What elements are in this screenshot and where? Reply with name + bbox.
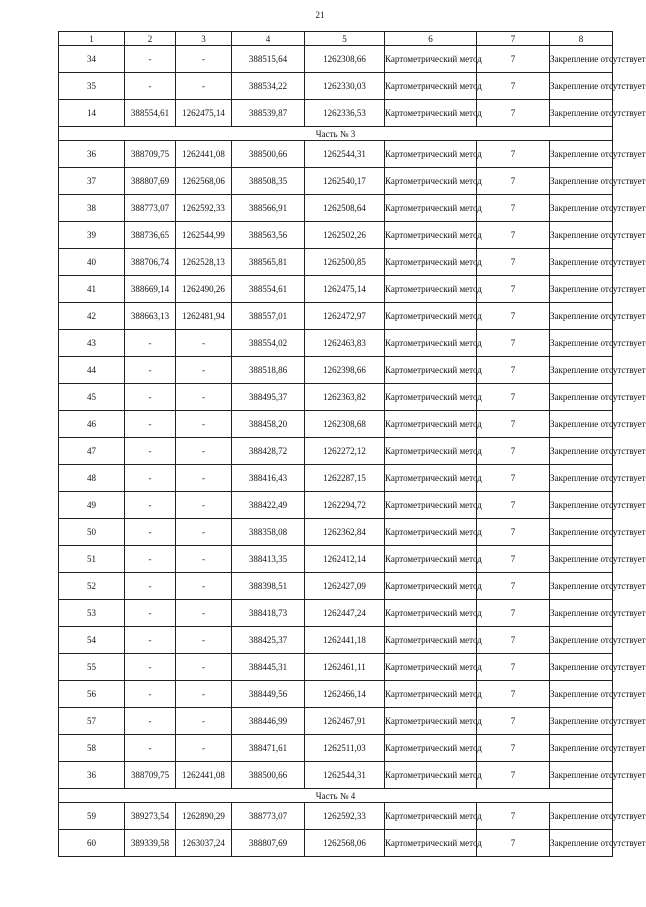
table-cell: - — [125, 681, 176, 708]
table-cell: 50 — [59, 519, 125, 546]
table-cell: Картометрический метод — [385, 762, 477, 789]
table-cell: Закрепление отсутствует — [550, 168, 613, 195]
table-cell: 388398,51 — [232, 573, 305, 600]
table-cell: Картометрический метод — [385, 627, 477, 654]
table-cell: Закрепление отсутствует — [550, 46, 613, 73]
table-row — [59, 100, 613, 127]
table-cell: 388418,73 — [232, 600, 305, 627]
table-cell: 388508,35 — [232, 168, 305, 195]
table-cell: Картометрический метод — [385, 100, 477, 127]
table-row — [59, 46, 613, 73]
table-cell: 388500,66 — [232, 762, 305, 789]
table-cell: - — [176, 654, 232, 681]
table-cell: 1262568,06 — [305, 830, 385, 857]
table-cell: 14 — [59, 100, 125, 127]
table-cell: - — [176, 465, 232, 492]
table-cell: 54 — [59, 627, 125, 654]
table-cell: Картометрический метод — [385, 830, 477, 857]
table-cell: Закрепление отсутствует — [550, 600, 613, 627]
table-cell: Картометрический метод — [385, 600, 477, 627]
table-cell: Закрепление отсутствует — [550, 573, 613, 600]
table-cell: 7 — [477, 708, 550, 735]
coordinates-table — [58, 31, 646, 857]
table-cell: 388416,43 — [232, 465, 305, 492]
table-cell: Закрепление отсутствует — [550, 492, 613, 519]
table-cell: 1262447,24 — [305, 600, 385, 627]
table-cell: - — [125, 627, 176, 654]
table-cell: Картометрический метод — [385, 546, 477, 573]
table-cell: Закрепление отсутствует — [550, 681, 613, 708]
table-cell: Картометрический метод — [385, 384, 477, 411]
table-cell: Закрепление отсутствует — [550, 222, 613, 249]
table-cell: 1262441,18 — [305, 627, 385, 654]
table-row — [59, 73, 613, 100]
table-cell: 1262294,72 — [305, 492, 385, 519]
table-cell: Картометрический метод — [385, 222, 477, 249]
table-cell: Картометрический метод — [385, 492, 477, 519]
table-cell: 7 — [477, 411, 550, 438]
table-cell: - — [125, 465, 176, 492]
table-cell: 1262308,68 — [305, 411, 385, 438]
column-header: 5 — [305, 32, 385, 46]
table-cell: 388554,61 — [125, 100, 176, 127]
table-cell: - — [125, 384, 176, 411]
table-row — [59, 654, 613, 681]
table-row — [59, 222, 613, 249]
table-cell: 7 — [477, 438, 550, 465]
table-cell: 1262336,53 — [305, 100, 385, 127]
table-cell: - — [125, 438, 176, 465]
table-cell: Закрепление отсутствует — [550, 276, 613, 303]
table-cell: 1262272,12 — [305, 438, 385, 465]
table-cell: 388534,22 — [232, 73, 305, 100]
table-cell: 388495,37 — [232, 384, 305, 411]
table-cell: - — [125, 357, 176, 384]
table-row — [59, 249, 613, 276]
table-cell: 7 — [477, 100, 550, 127]
table-cell: Картометрический метод — [385, 141, 477, 168]
table-row — [59, 168, 613, 195]
table-cell: 7 — [477, 762, 550, 789]
table-cell: 7 — [477, 73, 550, 100]
table-cell: - — [125, 519, 176, 546]
table-cell: 388563,56 — [232, 222, 305, 249]
table-cell: 7 — [477, 276, 550, 303]
table-cell: Закрепление отсутствует — [550, 803, 613, 830]
table-cell: Картометрический метод — [385, 654, 477, 681]
table-cell: 1262466,14 — [305, 681, 385, 708]
table-cell: 1262362,84 — [305, 519, 385, 546]
table-cell: Закрепление отсутствует — [550, 546, 613, 573]
table-cell: 1262540,17 — [305, 168, 385, 195]
table-cell: - — [125, 735, 176, 762]
table-cell: 7 — [477, 627, 550, 654]
column-header: 1 — [59, 32, 125, 46]
table-cell: 7 — [477, 573, 550, 600]
table-cell: 388425,37 — [232, 627, 305, 654]
table-cell: 1262511,03 — [305, 735, 385, 762]
table-cell: 1262463,83 — [305, 330, 385, 357]
table-cell: 388565,81 — [232, 249, 305, 276]
table-cell: 1262287,15 — [305, 465, 385, 492]
table-cell: 36 — [59, 762, 125, 789]
table-cell: 7 — [477, 519, 550, 546]
header-row — [59, 32, 613, 46]
table-cell: 389339,58 — [125, 830, 176, 857]
table-row — [59, 708, 613, 735]
table-cell: Картометрический метод — [385, 465, 477, 492]
table-cell: 7 — [477, 141, 550, 168]
table-cell: 1262461,11 — [305, 654, 385, 681]
table-cell: 53 — [59, 600, 125, 627]
table-cell: Закрепление отсутствует — [550, 438, 613, 465]
table-cell: 1262508,64 — [305, 195, 385, 222]
table-cell: Закрепление отсутствует — [550, 195, 613, 222]
table-row — [59, 803, 613, 830]
column-header: 8 — [550, 32, 613, 46]
table-cell: Закрепление отсутствует — [550, 627, 613, 654]
table-cell: - — [125, 411, 176, 438]
table-cell: 7 — [477, 681, 550, 708]
table-cell: - — [125, 73, 176, 100]
table-cell: 60 — [59, 830, 125, 857]
table-cell: 1262592,33 — [305, 803, 385, 830]
table-cell: - — [125, 330, 176, 357]
table-cell: 7 — [477, 803, 550, 830]
table-cell: Картометрический метод — [385, 276, 477, 303]
table-cell: 7 — [477, 492, 550, 519]
table-cell: 41 — [59, 276, 125, 303]
table-cell: - — [176, 492, 232, 519]
table-cell: 7 — [477, 168, 550, 195]
table-cell: 1262890,29 — [176, 803, 232, 830]
table-row — [59, 735, 613, 762]
table-row — [59, 546, 613, 573]
table-cell: 1262481,94 — [176, 303, 232, 330]
table-cell: Закрепление отсутствует — [550, 100, 613, 127]
table-cell: 1262308,66 — [305, 46, 385, 73]
table-cell: Картометрический метод — [385, 195, 477, 222]
table-cell: 1263037,24 — [176, 830, 232, 857]
table-cell: 1262544,99 — [176, 222, 232, 249]
table-cell: 39 — [59, 222, 125, 249]
table-cell: 388554,61 — [232, 276, 305, 303]
table-cell: Закрепление отсутствует — [550, 830, 613, 857]
table-cell: Закрепление отсутствует — [550, 384, 613, 411]
table-cell: - — [176, 73, 232, 100]
table-cell: 7 — [477, 195, 550, 222]
table-cell: 388446,99 — [232, 708, 305, 735]
table-cell: 388706,74 — [125, 249, 176, 276]
table-row — [59, 330, 613, 357]
table-cell: Закрепление отсутствует — [550, 357, 613, 384]
table-cell: 56 — [59, 681, 125, 708]
table-cell: Картометрический метод — [385, 330, 477, 357]
table-cell: 1262502,26 — [305, 222, 385, 249]
table-cell: 1262544,31 — [305, 762, 385, 789]
table-cell: 1262490,26 — [176, 276, 232, 303]
table-cell: 388445,31 — [232, 654, 305, 681]
table-row — [59, 195, 613, 222]
table-cell: 388773,07 — [232, 803, 305, 830]
table-cell: 7 — [477, 654, 550, 681]
table-row — [59, 438, 613, 465]
table-cell: Картометрический метод — [385, 708, 477, 735]
table-cell: 46 — [59, 411, 125, 438]
table-cell: 388663,13 — [125, 303, 176, 330]
table-cell: 1262528,13 — [176, 249, 232, 276]
table-cell: - — [176, 573, 232, 600]
table-cell: 388554,02 — [232, 330, 305, 357]
table-row — [59, 303, 613, 330]
table-cell: 389273,54 — [125, 803, 176, 830]
table-cell: Закрепление отсутствует — [550, 762, 613, 789]
table-cell: 38 — [59, 195, 125, 222]
table-cell: - — [176, 330, 232, 357]
table-cell: Картометрический метод — [385, 803, 477, 830]
table-row — [59, 627, 613, 654]
table-cell: 7 — [477, 303, 550, 330]
table-cell: 59 — [59, 803, 125, 830]
section-row — [59, 127, 613, 141]
table-cell: 388413,35 — [232, 546, 305, 573]
table-cell: 51 — [59, 546, 125, 573]
column-header: 4 — [232, 32, 305, 46]
column-header: 2 — [125, 32, 176, 46]
table-cell: - — [176, 357, 232, 384]
table-cell: 1262544,31 — [305, 141, 385, 168]
table-cell: 7 — [477, 465, 550, 492]
table-row — [59, 465, 613, 492]
table-cell: - — [176, 519, 232, 546]
table-cell: 36 — [59, 141, 125, 168]
table-cell: 388428,72 — [232, 438, 305, 465]
table-cell: 1262568,06 — [176, 168, 232, 195]
table-cell: Картометрический метод — [385, 46, 477, 73]
table-cell: 388515,64 — [232, 46, 305, 73]
table-cell: Картометрический метод — [385, 303, 477, 330]
table-cell: 388458,20 — [232, 411, 305, 438]
table-cell: 7 — [477, 735, 550, 762]
table-cell: - — [125, 708, 176, 735]
table-cell: - — [125, 546, 176, 573]
table-row — [59, 830, 613, 857]
column-header: 7 — [477, 32, 550, 46]
table-cell: Закрепление отсутствует — [550, 141, 613, 168]
table-cell: Картометрический метод — [385, 249, 477, 276]
section-row — [59, 789, 613, 803]
table-cell: Картометрический метод — [385, 411, 477, 438]
table-cell: Картометрический метод — [385, 357, 477, 384]
table-cell: - — [176, 411, 232, 438]
table-cell: - — [176, 708, 232, 735]
page-number: 21 — [315, 10, 325, 20]
table-cell: - — [125, 46, 176, 73]
table-cell: 388557,01 — [232, 303, 305, 330]
table-cell: 58 — [59, 735, 125, 762]
table-cell: - — [176, 384, 232, 411]
table-cell: Картометрический метод — [385, 573, 477, 600]
table-cell: 388773,07 — [125, 195, 176, 222]
table-row — [59, 762, 613, 789]
table-cell: 57 — [59, 708, 125, 735]
table-cell: 7 — [477, 330, 550, 357]
table-cell: 388422,49 — [232, 492, 305, 519]
table-cell: 7 — [477, 830, 550, 857]
table-cell: - — [176, 546, 232, 573]
column-header: 6 — [385, 32, 477, 46]
table-row — [59, 492, 613, 519]
table-row — [59, 411, 613, 438]
table-cell: 1262412,14 — [305, 546, 385, 573]
table-cell: Закрепление отсутствует — [550, 411, 613, 438]
table-cell: 1262475,14 — [305, 276, 385, 303]
table-cell: 40 — [59, 249, 125, 276]
table-cell: 7 — [477, 546, 550, 573]
table-cell: Картометрический метод — [385, 681, 477, 708]
table-cell: 388566,91 — [232, 195, 305, 222]
table-cell: - — [176, 627, 232, 654]
table-cell: 388471,61 — [232, 735, 305, 762]
table-cell: 388736,65 — [125, 222, 176, 249]
table-cell: 388807,69 — [125, 168, 176, 195]
table-cell: 388669,14 — [125, 276, 176, 303]
table-row — [59, 519, 613, 546]
table-row — [59, 357, 613, 384]
table-cell: Закрепление отсутствует — [550, 303, 613, 330]
section-label: Часть № 4 — [59, 789, 613, 803]
table-cell: - — [176, 438, 232, 465]
table-cell: 44 — [59, 357, 125, 384]
table-cell: 55 — [59, 654, 125, 681]
table-row — [59, 600, 613, 627]
table-cell: 1262472,97 — [305, 303, 385, 330]
table-cell: 34 — [59, 46, 125, 73]
table-cell: - — [125, 573, 176, 600]
table-cell: 1262467,91 — [305, 708, 385, 735]
table-cell: 7 — [477, 249, 550, 276]
table-cell: Закрепление отсутствует — [550, 735, 613, 762]
table-cell: 47 — [59, 438, 125, 465]
table-cell: 52 — [59, 573, 125, 600]
table-cell: 1262441,08 — [176, 141, 232, 168]
table-cell: 7 — [477, 600, 550, 627]
table-cell: Закрепление отсутствует — [550, 519, 613, 546]
table-cell: 49 — [59, 492, 125, 519]
section-label: Часть № 3 — [59, 127, 613, 141]
table-cell: Картометрический метод — [385, 168, 477, 195]
table-cell: 388709,75 — [125, 141, 176, 168]
table-cell: 388518,86 — [232, 357, 305, 384]
table-cell: 388358,08 — [232, 519, 305, 546]
table-cell: - — [125, 654, 176, 681]
table-cell: - — [176, 735, 232, 762]
table-cell: Картометрический метод — [385, 735, 477, 762]
table-cell: 1262592,33 — [176, 195, 232, 222]
table-cell: 388500,66 — [232, 141, 305, 168]
table-cell: Картометрический метод — [385, 519, 477, 546]
table-row — [59, 384, 613, 411]
table-cell: 35 — [59, 73, 125, 100]
table-cell: 1262441,08 — [176, 762, 232, 789]
table-cell: 388449,56 — [232, 681, 305, 708]
table-cell: Картометрический метод — [385, 438, 477, 465]
table-cell: Закрепление отсутствует — [550, 654, 613, 681]
table-cell: 7 — [477, 384, 550, 411]
table-cell: 388709,75 — [125, 762, 176, 789]
table-cell: Закрепление отсутствует — [550, 708, 613, 735]
table-row — [59, 681, 613, 708]
table-cell: Картометрический метод — [385, 73, 477, 100]
table-cell: Закрепление отсутствует — [550, 73, 613, 100]
table-cell: 388539,87 — [232, 100, 305, 127]
table-cell: 45 — [59, 384, 125, 411]
table-row — [59, 141, 613, 168]
table-cell: 7 — [477, 46, 550, 73]
column-header: 3 — [176, 32, 232, 46]
table-cell: 48 — [59, 465, 125, 492]
table-row — [59, 573, 613, 600]
table-cell: 7 — [477, 222, 550, 249]
table-cell: - — [125, 600, 176, 627]
table-cell: 1262330,03 — [305, 73, 385, 100]
table-row — [59, 276, 613, 303]
table-cell: Закрепление отсутствует — [550, 465, 613, 492]
table-cell: Закрепление отсутствует — [550, 330, 613, 357]
table-cell: - — [176, 681, 232, 708]
table-cell: 1262500,85 — [305, 249, 385, 276]
table-cell: 1262398,66 — [305, 357, 385, 384]
table-cell: 388807,69 — [232, 830, 305, 857]
table-cell: 37 — [59, 168, 125, 195]
table-body — [59, 46, 646, 857]
table-cell: 42 — [59, 303, 125, 330]
table-cell: - — [176, 600, 232, 627]
table-cell: - — [176, 46, 232, 73]
table-cell: 43 — [59, 330, 125, 357]
table-cell: 7 — [477, 357, 550, 384]
table-cell: - — [125, 492, 176, 519]
table-cell: Закрепление отсутствует — [550, 249, 613, 276]
table-cell: 1262475,14 — [176, 100, 232, 127]
table-cell: 1262427,09 — [305, 573, 385, 600]
table-cell: 1262363,82 — [305, 384, 385, 411]
